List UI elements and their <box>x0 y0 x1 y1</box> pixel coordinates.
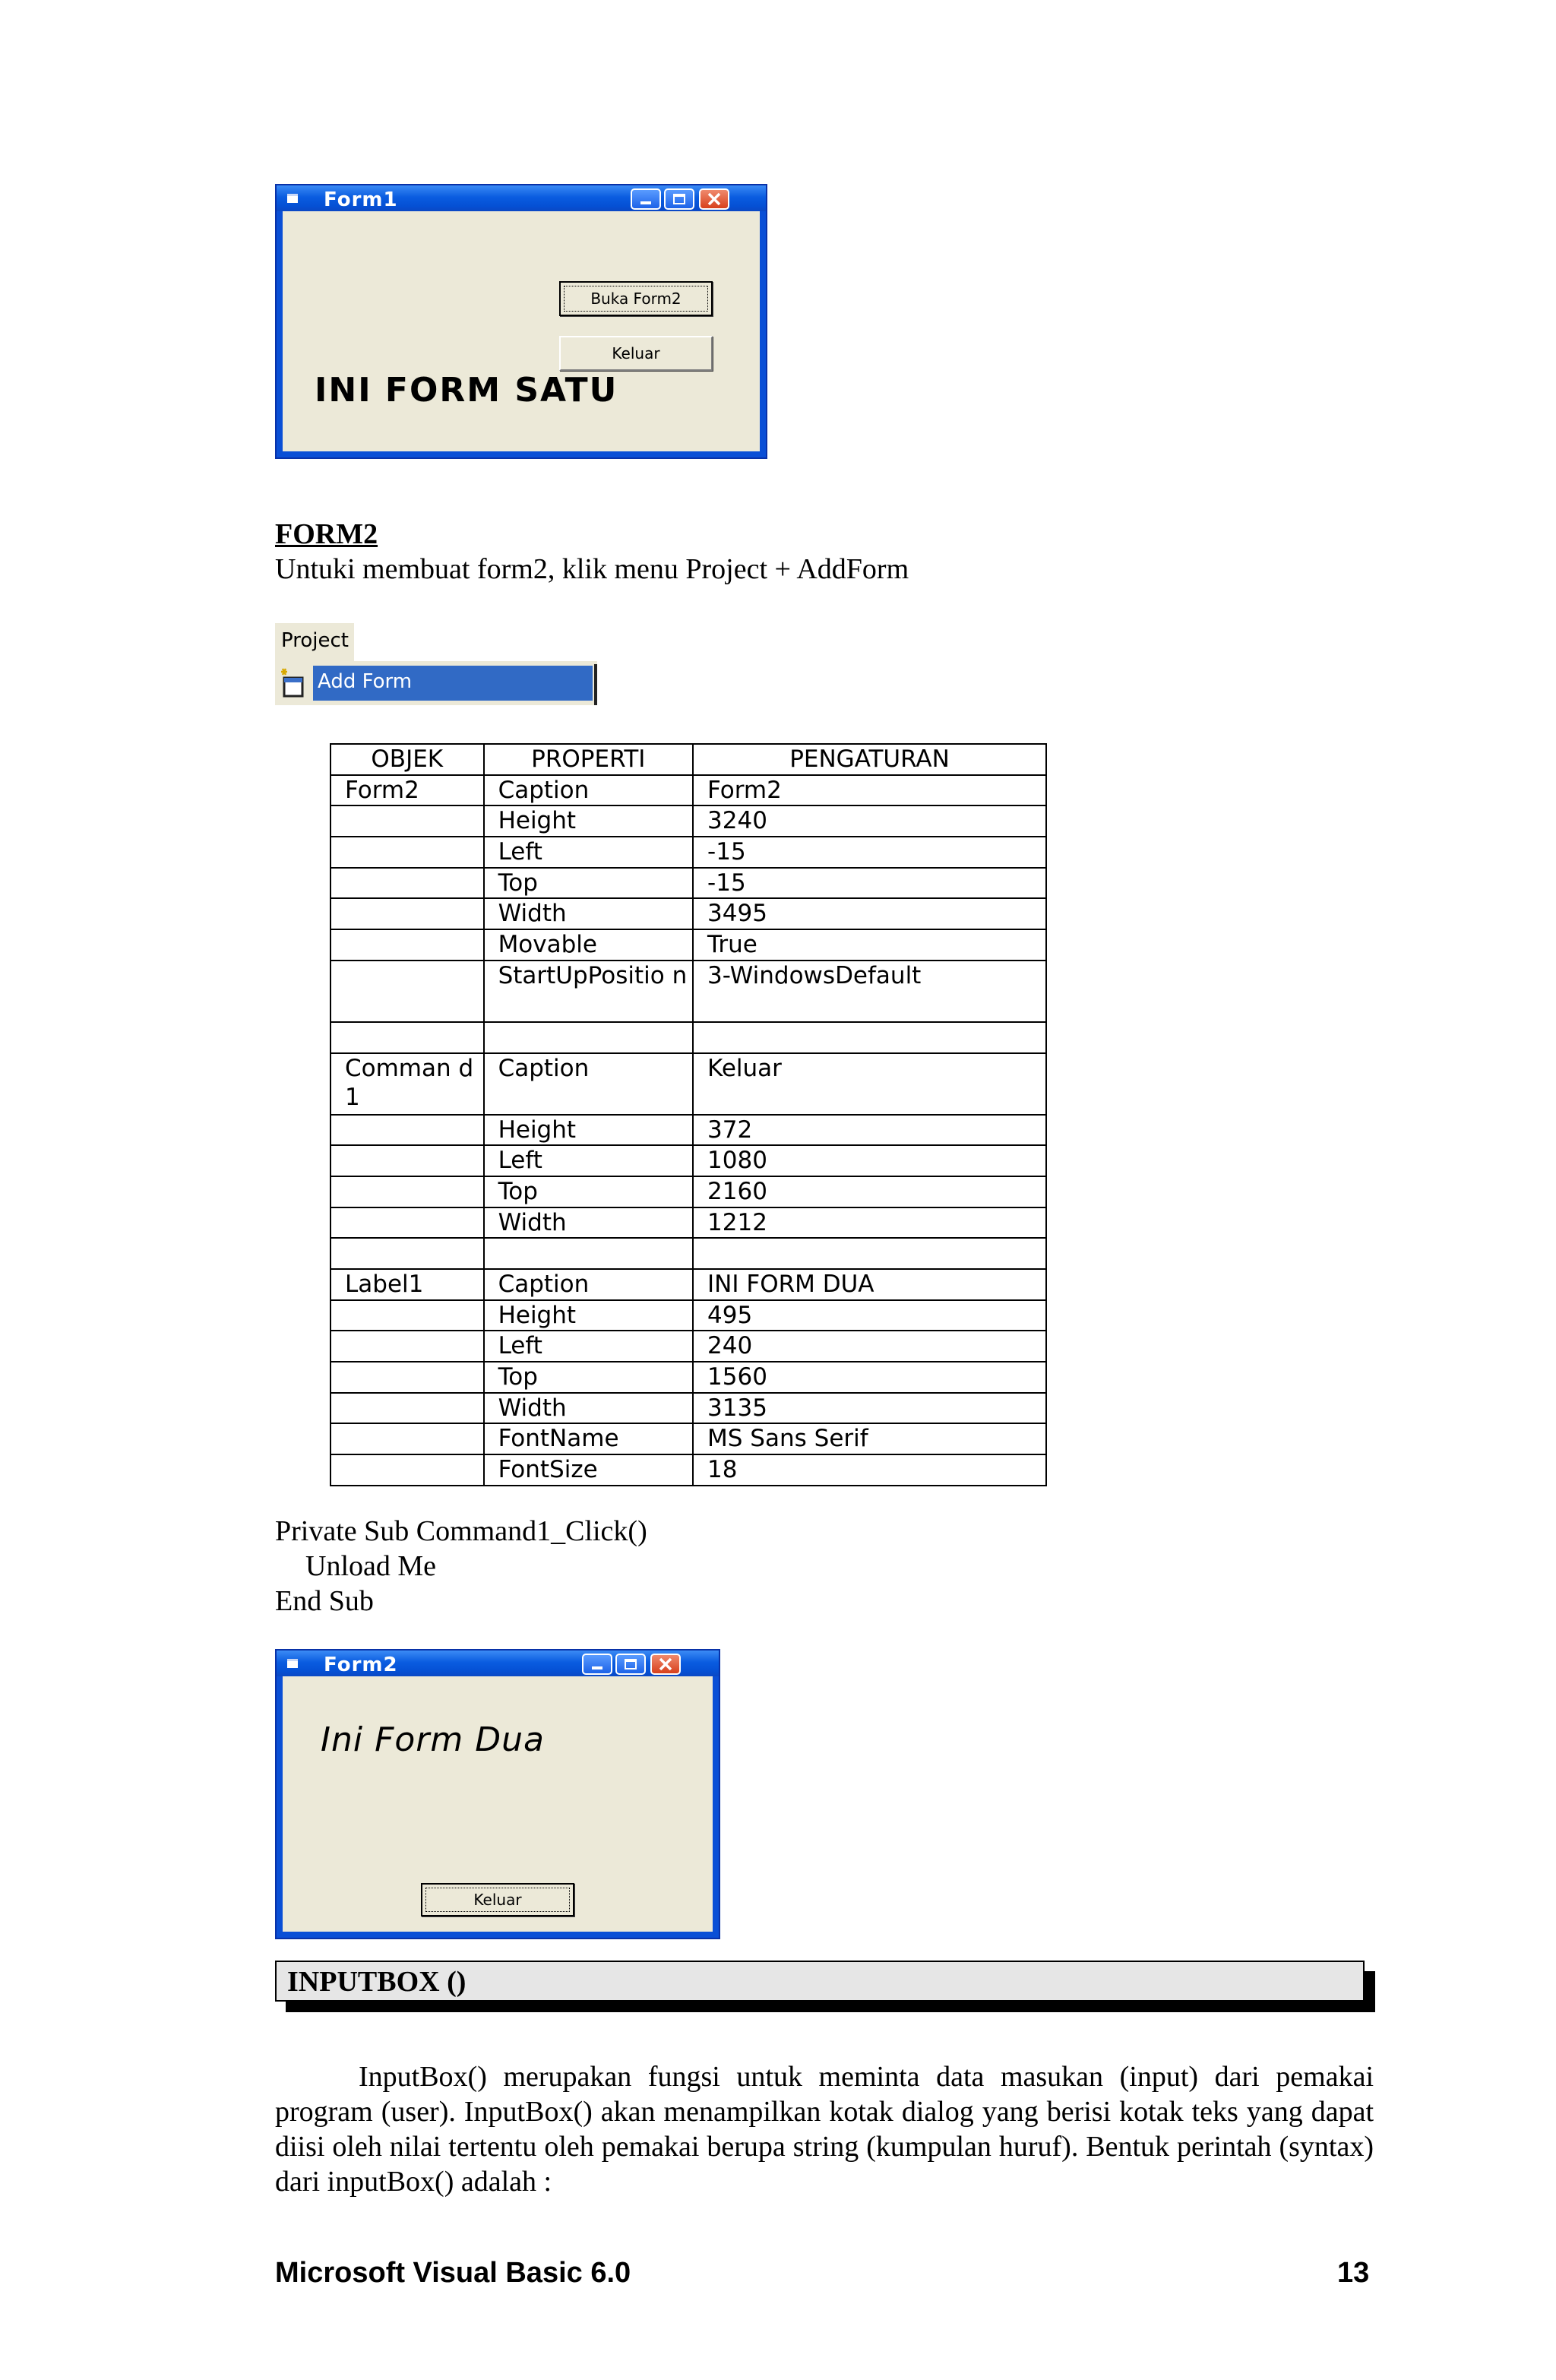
form2-instruction: Untuki membuat form2, klik menu Project + AddForm <box>275 553 909 585</box>
cell-objek <box>330 1176 484 1207</box>
table-row <box>330 868 1046 899</box>
cell-pengaturan: 495 <box>693 1300 1046 1331</box>
cell-pengaturan: 2160 <box>693 1176 1046 1207</box>
cell-objek <box>330 1207 484 1239</box>
cell-objek <box>330 805 484 837</box>
table-row <box>330 929 1046 961</box>
menu-divider <box>594 664 597 705</box>
table-row <box>330 1238 1046 1269</box>
cell-properti: Caption <box>484 775 693 806</box>
cell-objek <box>330 1331 484 1362</box>
cell-objek <box>330 898 484 929</box>
project-menu[interactable] <box>275 623 354 661</box>
cell-pengaturan: 3240 <box>693 805 1046 837</box>
table-row <box>330 1022 1046 1053</box>
cell-properti: Width <box>484 898 693 929</box>
cell-pengaturan: 1212 <box>693 1207 1046 1239</box>
keluar-label: Keluar <box>473 1891 522 1909</box>
cell-objek <box>330 1393 484 1424</box>
form-icon <box>287 194 298 203</box>
table-row <box>330 1362 1046 1393</box>
cell-properti: Top <box>484 868 693 899</box>
cell-pengaturan: 3135 <box>693 1393 1046 1424</box>
table-row <box>330 1331 1046 1362</box>
cell-objek: Label1 <box>330 1269 484 1300</box>
cell-pengaturan: True <box>693 929 1046 961</box>
form1-titlebar[interactable] <box>277 185 766 211</box>
inputbox-heading: INPUTBOX () <box>287 1966 466 1998</box>
cell-properti <box>484 1022 693 1053</box>
menu-item-add-form[interactable] <box>313 666 593 701</box>
maximize-icon[interactable] <box>664 188 694 210</box>
cell-objek <box>330 1300 484 1331</box>
cell-objek <box>330 929 484 961</box>
add-form-label: Add Form <box>318 670 413 693</box>
cell-properti: Top <box>484 1176 693 1207</box>
table-row <box>330 1176 1046 1207</box>
keluar-button[interactable] <box>421 1883 574 1916</box>
cell-pengaturan: 1560 <box>693 1362 1046 1393</box>
keluar-label: Keluar <box>612 344 660 362</box>
cell-properti: Width <box>484 1393 693 1424</box>
cell-properti: Left <box>484 1145 693 1176</box>
cell-objek <box>330 1454 484 1486</box>
table-row <box>330 1393 1046 1424</box>
cell-pengaturan: -15 <box>693 868 1046 899</box>
page-number: 13 <box>1337 2257 1370 2289</box>
cell-objek <box>330 837 484 868</box>
cell-pengaturan: 3495 <box>693 898 1046 929</box>
form1-window <box>275 184 767 459</box>
table-row <box>330 1115 1046 1146</box>
header-properti: PROPERTI <box>484 744 693 775</box>
cell-objek <box>330 1145 484 1176</box>
table-row <box>330 1300 1046 1331</box>
form1-client-area <box>283 211 760 451</box>
cell-properti: Height <box>484 1300 693 1331</box>
cell-objek: Form2 <box>330 775 484 806</box>
header-pengaturan: PENGATURAN <box>693 744 1046 775</box>
cell-properti: StartUpPositio n <box>484 961 693 1022</box>
table-row <box>330 898 1046 929</box>
table-row <box>330 805 1046 837</box>
cell-properti: Width <box>484 1207 693 1239</box>
form1-label: INI FORM SATU <box>315 371 618 410</box>
cell-pengaturan <box>693 1238 1046 1269</box>
cell-properti <box>484 1238 693 1269</box>
table-row <box>330 775 1046 806</box>
cell-objek <box>330 1022 484 1053</box>
cell-pengaturan: MS Sans Serif <box>693 1423 1046 1454</box>
table-row <box>330 1053 1046 1115</box>
keluar-button[interactable] <box>559 336 713 371</box>
cell-pengaturan: 1080 <box>693 1145 1046 1176</box>
close-icon[interactable] <box>650 1654 681 1675</box>
project-menu-label: Project <box>281 629 349 652</box>
cell-properti: Movable <box>484 929 693 961</box>
form2-label: Ini Form Dua <box>321 1720 545 1759</box>
code-line-3: End Sub <box>275 1585 374 1617</box>
form2-heading: FORM2 <box>275 518 378 550</box>
inputbox-heading-box <box>275 1961 1365 2002</box>
cell-objek <box>330 1115 484 1146</box>
table-row <box>330 1145 1046 1176</box>
table-header-row <box>330 744 1046 775</box>
minimize-icon[interactable] <box>582 1654 612 1675</box>
maximize-icon[interactable] <box>615 1654 646 1675</box>
table-row <box>330 961 1046 1022</box>
cell-pengaturan: 372 <box>693 1115 1046 1146</box>
buka-form2-button[interactable] <box>559 281 713 316</box>
minimize-icon[interactable] <box>631 188 661 210</box>
cell-properti: Height <box>484 1115 693 1146</box>
cell-pengaturan: 3-WindowsDefault <box>693 961 1046 1022</box>
form-icon <box>287 1659 298 1668</box>
form2-titlebar[interactable] <box>277 1650 719 1676</box>
header-objek: OBJEK <box>330 744 484 775</box>
cell-objek <box>330 1238 484 1269</box>
cell-properti: Caption <box>484 1269 693 1300</box>
add-form-icon <box>280 667 307 701</box>
table-row <box>330 837 1046 868</box>
cell-properti: Height <box>484 805 693 837</box>
cell-pengaturan <box>693 1022 1046 1053</box>
cell-properti: FontName <box>484 1423 693 1454</box>
cell-pengaturan: 240 <box>693 1331 1046 1362</box>
cell-properti: FontSize <box>484 1454 693 1486</box>
cell-pengaturan: Keluar <box>693 1053 1046 1115</box>
cell-objek <box>330 1362 484 1393</box>
cell-properti: Left <box>484 837 693 868</box>
form2-window <box>275 1649 720 1939</box>
cell-objek: Comman d1 <box>330 1053 484 1115</box>
book-title: Microsoft Visual Basic 6.0 <box>275 2257 631 2289</box>
cell-objek <box>330 1423 484 1454</box>
form1-title: Form1 <box>324 188 398 211</box>
cell-objek <box>330 961 484 1022</box>
cell-pengaturan: Form2 <box>693 775 1046 806</box>
inputbox-paragraph: InputBox() merupakan fungsi untuk meminta data masukan (input) dari pemakai program (user). InputBox() akan menampilkan kotak dialog yang berisi kotak teks yang dapat diisi oleh nilai tertentu oleh pemakai berupa string (kumpulan huruf). Bentuk perintah (syntax) dari inputBox() adalah : <box>275 2061 1374 2198</box>
cell-properti: Left <box>484 1331 693 1362</box>
table-row <box>330 1207 1046 1239</box>
cell-objek <box>330 868 484 899</box>
buka-form2-label: Buka Form2 <box>590 290 682 308</box>
close-icon[interactable] <box>699 188 729 210</box>
cell-properti: Caption <box>484 1053 693 1115</box>
form2-title: Form2 <box>324 1654 398 1676</box>
table-row <box>330 1423 1046 1454</box>
table-row <box>330 1454 1046 1486</box>
properties-table <box>330 743 1047 1486</box>
form2-client-area <box>283 1676 713 1932</box>
cell-pengaturan: 18 <box>693 1454 1046 1486</box>
code-line-2: Unload Me <box>305 1550 437 1582</box>
code-line-1: Private Sub Command1_Click() <box>275 1515 647 1547</box>
table-row <box>330 1269 1046 1300</box>
cell-properti: Top <box>484 1362 693 1393</box>
cell-pengaturan: INI FORM DUA <box>693 1269 1046 1300</box>
cell-pengaturan: -15 <box>693 837 1046 868</box>
